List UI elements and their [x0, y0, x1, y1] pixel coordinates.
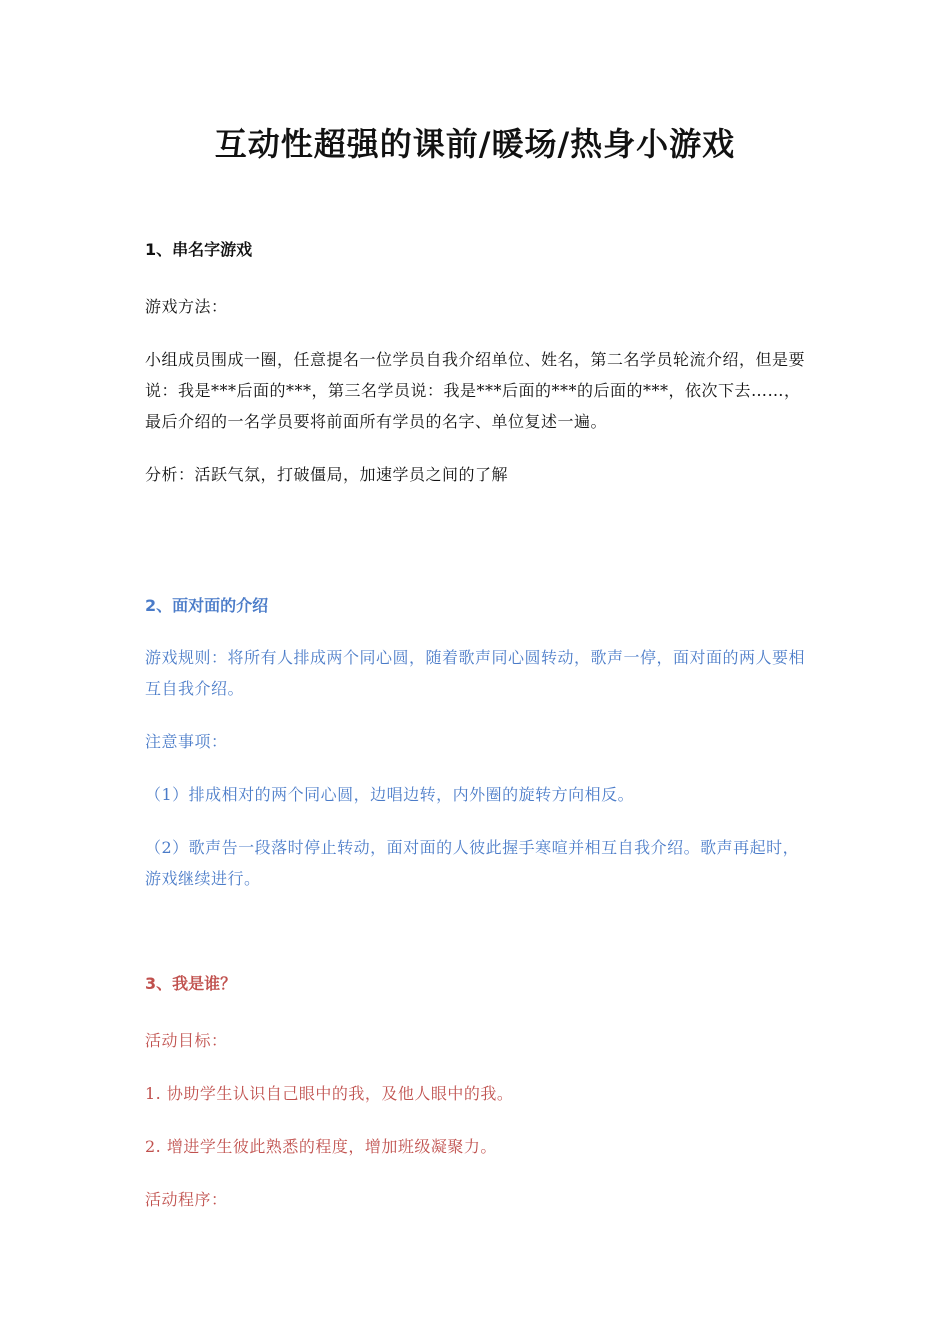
goal-item: 2. 增进学生彼此熟悉的程度，增加班级凝聚力。: [145, 1137, 497, 1156]
section-heading: 1、串名字游戏: [145, 240, 253, 259]
section-face-to-face: [145, 594, 810, 894]
section-who-am-i: [145, 972, 810, 1215]
method-text: 小组成员围成一圈，任意提名一位学员自我介绍单位、姓名，第二名学员轮流介绍，但是要说：我是***后面的***，第三名学员说：我是***后面的***的后面的***，依次下去……，最后介绍的一名学员要将前面所有学员的名字、单位复述一遍。: [145, 350, 806, 431]
section-name-chain-game: [145, 238, 810, 490]
note-item: （2）歌声告一段落时停止转动，面对面的人彼此握手寒喧并相互自我介绍。歌声再起时，游戏继续进行。: [145, 838, 800, 888]
goal-label: 活动目标：: [145, 1031, 228, 1050]
notes-label: 注意事项：: [145, 732, 228, 751]
goal-item: 1. 协助学生认识自己眼中的我，及他人眼中的我。: [145, 1084, 514, 1103]
note-item: （1）排成相对的两个同心圆，边唱边转，内外圈的旋转方向相反。: [145, 785, 635, 804]
procedure-label: 活动程序：: [145, 1190, 228, 1209]
method-label: 游戏方法：: [145, 297, 228, 316]
rules-text: 游戏规则：将所有人排成两个同心圆，随着歌声同心圆转动，歌声一停，面对面的两人要相互自我介绍。: [145, 648, 806, 698]
section-heading: 3、我是谁？: [145, 974, 237, 993]
analysis-text: 分析：活跃气氛，打破僵局，加速学员之间的了解: [145, 465, 509, 484]
page-title: 互动性超强的课前/暖场/热身小游戏: [214, 125, 736, 163]
section-heading: 2、面对面的介绍: [145, 596, 269, 615]
